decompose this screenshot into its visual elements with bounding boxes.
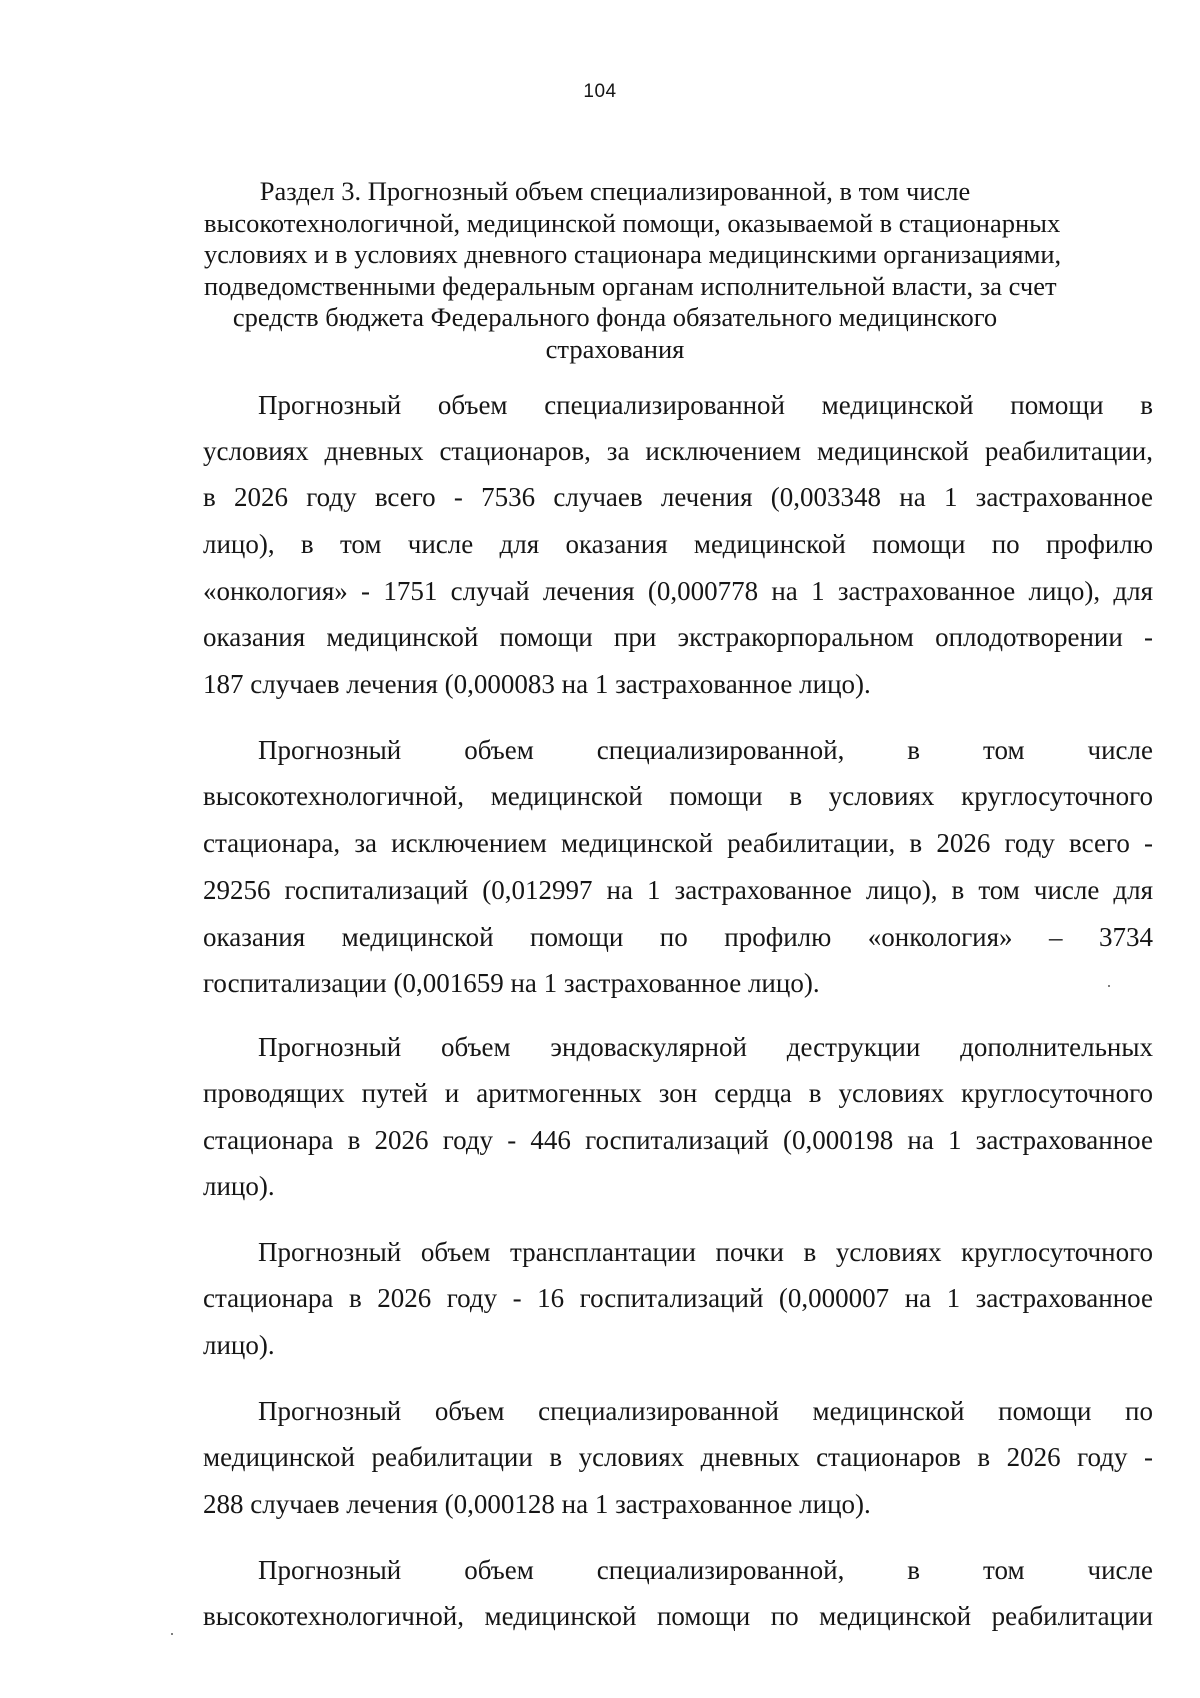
text-line: «онкология» - 1751 случай лечения (0,000778 на 1 застрахованное лицо), для [203,576,1153,606]
text-line: проводящих путей и аритмогенных зон сердца в условиях круглосуточного [203,1078,1153,1108]
text-line: оказания медицинской помощи при экстракорпоральном оплодотворении - [203,622,1153,652]
text-line: стационара, за исключением медицинской реабилитации, в 2026 году всего - [203,828,1153,858]
text-line: стационара в 2026 году - 446 госпитализаций (0,000198 на 1 застрахованное [203,1125,1153,1155]
heading-line: средств бюджета Федерального фонда обязательного медицинского [232,302,998,332]
scan-speck [1108,985,1110,987]
text-line: Прогнозный объем специализированной медицинской помощи по [258,1396,1153,1426]
text-line: стационара в 2026 году - 16 госпитализаций (0,000007 на 1 застрахованное [203,1283,1153,1313]
text-line: Прогнозный объем специализированной медицинской помощи в [258,390,1153,420]
text-line: медицинской реабилитации в условиях дневных стационаров в 2026 году - [203,1442,1153,1472]
section-heading [204,176,1062,365]
page-number: 104 [583,81,617,102]
text-line: высокотехнологичной, медицинской помощи в условиях круглосуточного [203,781,1153,811]
text-line: в 2026 году всего - 7536 случаев лечения (0,003348 на 1 застрахованное [203,482,1153,512]
text-line: Прогнозный объем специализированной, в том числе [258,1555,1153,1585]
text-line: госпитализации (0,001659 на 1 застрахованное лицо). [203,968,820,998]
heading-line: страхования [545,333,685,364]
heading-line: условиях и в условиях дневного стационара медицинскими организациями, [204,239,1062,269]
text-line: 29256 госпитализаций (0,012997 на 1 застрахованное лицо), в том числе для [203,875,1153,905]
text-line: высокотехнологичной, медицинской помощи по медицинской реабилитации [203,1601,1153,1631]
text-line: Прогнозный объем эндоваскулярной деструкции дополнительных [258,1032,1153,1062]
text-line: 187 случаев лечения (0,000083 на 1 застрахованное лицо). [203,669,871,699]
heading-line: подведомственными федеральным органам исполнительной власти, за счет [204,270,1057,301]
text-line: Прогнозный объем трансплантации почки в условиях круглосуточного [258,1237,1153,1267]
text-line: Прогнозный объем специализированной, в том числе [258,735,1153,765]
text-line: лицо), в том числе для оказания медицинской помощи по профилю [203,529,1153,559]
text-line: лицо). [203,1330,275,1360]
text-line: 288 случаев лечения (0,000128 на 1 застрахованное лицо). [203,1489,871,1519]
text-line: лицо). [203,1171,275,1201]
text-line: условиях дневных стационаров, за исключением медицинской реабилитации, [203,436,1153,466]
scan-speck [171,1633,173,1635]
heading-line: Раздел 3. Прогнозный объем специализированной, в том числе [259,176,971,206]
text-line: оказания медицинской помощи по профилю «онкология» – 3734 [203,922,1153,952]
heading-line: высокотехнологичной, медицинской помощи, оказываемой в стационарных [204,207,1061,238]
